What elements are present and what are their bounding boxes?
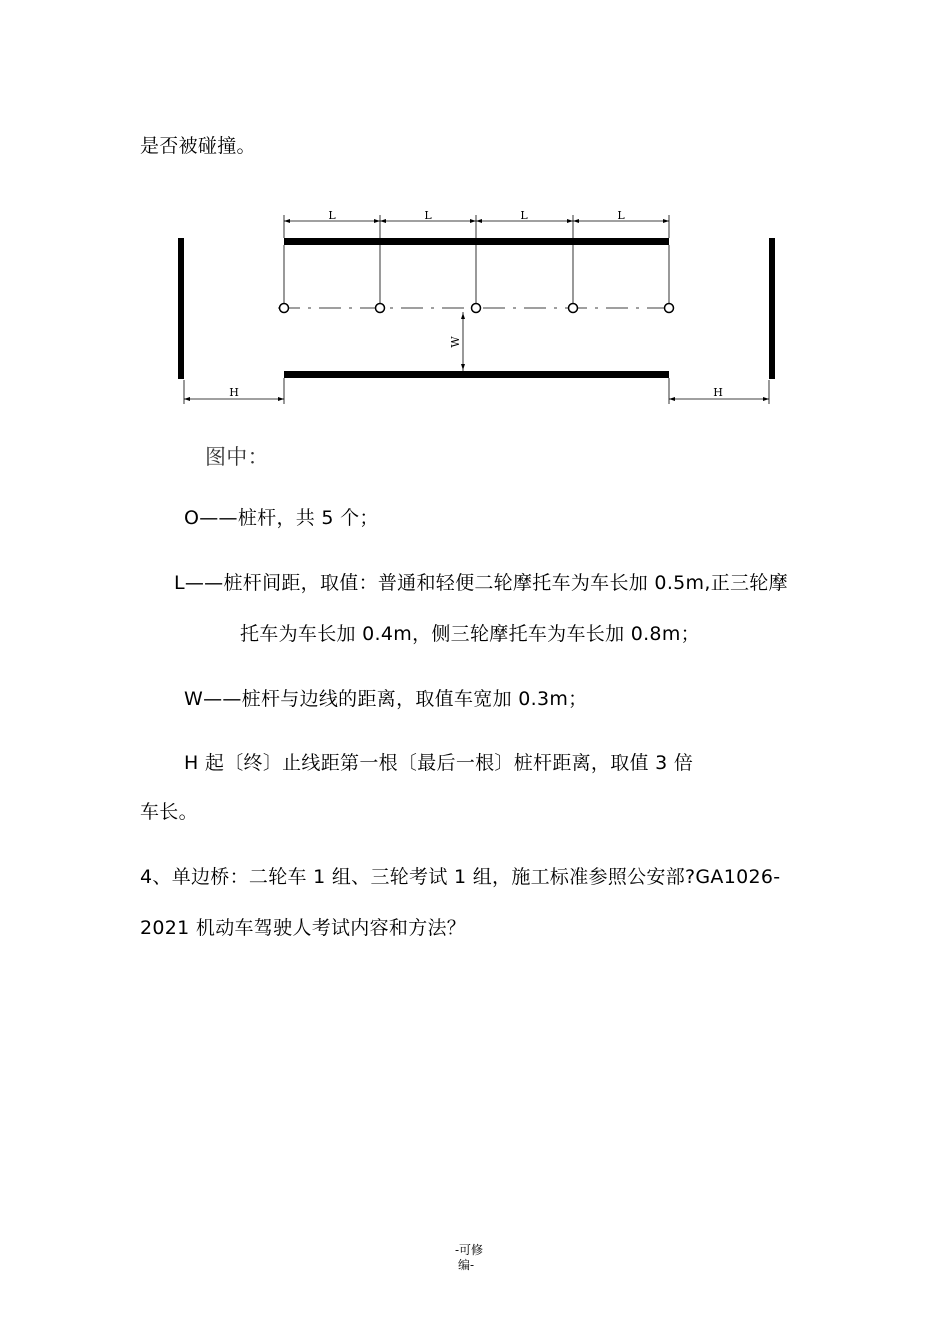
label-h-right: H xyxy=(713,386,723,399)
label-l-2: L xyxy=(424,209,432,222)
pole-5 xyxy=(665,304,674,313)
start-line xyxy=(178,238,184,379)
figure-caption: 图中： xyxy=(205,445,269,469)
legend-l-line2: 托车为车长加 0.4m，侧三轮摩托车为车长加 0.8m； xyxy=(240,623,700,645)
legend-h-line2: 车长。 xyxy=(140,801,198,823)
pole-course-diagram xyxy=(0,0,950,420)
item-4-line2: 2021 机动车驾驶人考试内容和方法？ xyxy=(140,917,467,939)
legend-o: O——桩杆，共 5 个； xyxy=(184,507,379,529)
item-4-line1: 4、单边桥：二轮车 1 组、三轮考试 1 组，施工标准参照公安部?GA1026- xyxy=(140,866,781,888)
pole-4 xyxy=(569,304,578,313)
label-h-left: H xyxy=(229,386,239,399)
label-w: W xyxy=(449,336,462,348)
footer-line1: -可修 xyxy=(455,1243,484,1257)
legend-h-line1: H 起〔终〕止线距第一根〔最后一根〕桩杆距离，取值 3 倍 xyxy=(184,752,694,774)
upper-boundary xyxy=(284,238,669,245)
pole-1 xyxy=(280,304,289,313)
footer-line2: 编- xyxy=(458,1258,475,1272)
pole-3 xyxy=(472,304,481,313)
lower-boundary xyxy=(284,371,669,378)
label-l-1: L xyxy=(328,209,336,222)
pole-2 xyxy=(376,304,385,313)
legend-w: W——桩杆与边线的距离，取值车宽加 0.3m； xyxy=(184,688,588,710)
paragraph-line: 是否被碰撞。 xyxy=(140,135,256,157)
legend-l-line1: L——桩杆间距，取值：普通和轻便二轮摩托车为车长加 0.5m,正三轮摩 xyxy=(174,572,788,594)
end-line xyxy=(769,238,775,379)
label-l-4: L xyxy=(617,209,625,222)
label-l-3: L xyxy=(520,209,528,222)
